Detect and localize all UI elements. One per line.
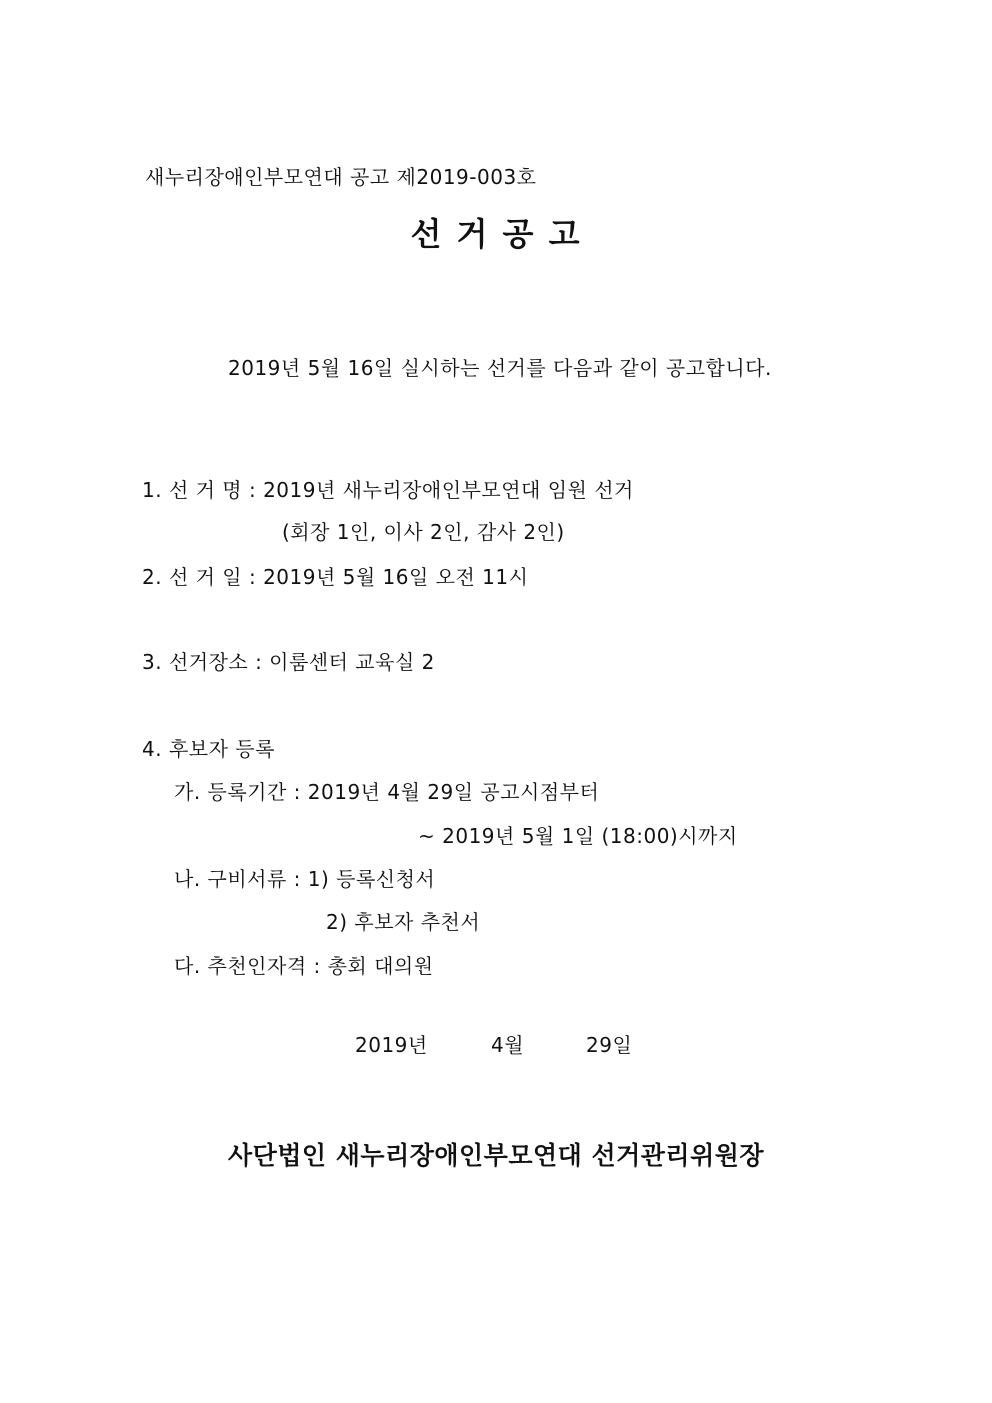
- item-registration-period-end: ~ 2019년 5월 1일 (18:00)시까지: [418, 824, 738, 848]
- date-day: 29일: [586, 1033, 633, 1057]
- item-election-place: 3. 선거장소 : 이룸센터 교육실 2: [142, 650, 435, 674]
- intro-sentence: 2019년 5월 16일 실시하는 선거를 다음과 같이 공고합니다.: [228, 356, 772, 380]
- signature-line: 사단법인 새누리장애인부모연대 선거관리위원장: [227, 1141, 765, 1170]
- item-documents-1: 나. 구비서류 : 1) 등록신청서: [174, 867, 436, 891]
- notice-number: 새누리장애인부모연대 공고 제2019-003호: [145, 165, 537, 189]
- item-registration-period: 가. 등록기간 : 2019년 4월 29일 공고시점부터: [174, 780, 600, 804]
- item-documents-2: 2) 후보자 추천서: [326, 910, 481, 934]
- item-election-name-detail: (회장 1인, 이사 2인, 감사 2인): [282, 520, 565, 544]
- item-election-name: 1. 선 거 명 : 2019년 새누리장애인부모연대 임원 선거: [142, 478, 634, 502]
- date-year: 2019년: [355, 1033, 428, 1057]
- item-registration-heading: 4. 후보자 등록: [142, 737, 275, 761]
- document-title: 선 거 공 고: [410, 215, 582, 253]
- date-month: 4월: [491, 1033, 525, 1057]
- item-election-date: 2. 선 거 일 : 2019년 5월 16일 오전 11시: [142, 565, 529, 589]
- item-recommender: 다. 추천인자격 : 총회 대의원: [174, 954, 434, 978]
